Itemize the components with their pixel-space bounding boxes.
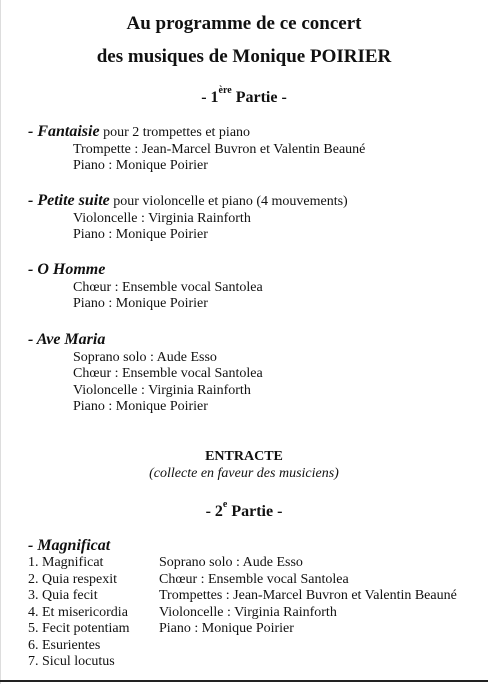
movement-item: 1. Magnificat — [28, 555, 104, 570]
piece-title: Fantaisie — [37, 123, 100, 140]
performer-line: Trompettes : Jean-Marcel Buvron et Valentin Beauné — [159, 588, 457, 603]
movement-item: 7. Sicul locutus — [28, 654, 115, 669]
piece-petite-suite — [28, 193, 478, 244]
intermission-note: (collecte en faveur des musiciens) — [149, 466, 339, 481]
piece-dash: - — [28, 537, 38, 554]
performer-line: Violoncelle : Virginia Rainforth — [73, 210, 251, 226]
movement-item: 4. Et misericordia — [28, 604, 128, 620]
part-one-heading — [0, 84, 488, 107]
piece-heading — [28, 332, 478, 350]
piece-description: pour violoncelle et piano (4 mouvements) — [109, 194, 348, 209]
movement-list — [28, 555, 129, 671]
performer-line: Soprano solo : Aude Esso — [159, 555, 303, 570]
magnificat-performer-list — [159, 555, 457, 638]
performer-line: Piano : Monique Poirier — [73, 227, 208, 242]
program-title: Au programme de ce concert — [126, 13, 362, 34]
piece-dash: - — [28, 261, 38, 278]
part-one-suffix: Partie - — [231, 89, 287, 106]
part-one-superscript: ère — [218, 84, 232, 96]
piece-dash: - — [28, 123, 38, 140]
performer-line: Chœur : Ensemble vocal Santolea — [73, 279, 263, 295]
piece-o-homme — [28, 262, 478, 313]
part-two-suffix: Partie - — [227, 503, 283, 520]
movement-item: 2. Quia respexit — [28, 571, 118, 587]
performer-line: Violoncelle : Virginia Rainforth — [159, 604, 337, 620]
performer-line: Piano : Monique Poirier — [73, 158, 208, 173]
part-two-superscript: e — [222, 498, 228, 510]
piece-heading — [28, 537, 483, 555]
performer-line: Chœur : Ensemble vocal Santolea — [159, 571, 349, 587]
movement-item: 6. Esurientes — [28, 637, 101, 653]
performer-line: Violoncelle : Virginia Rainforth — [73, 382, 251, 398]
bottom-divider — [0, 680, 488, 682]
performer-line: Piano : Monique Poirier — [73, 296, 208, 311]
piece-dash: - — [28, 192, 38, 209]
program-subtitle: des musiques de Monique POIRIER — [96, 46, 392, 67]
performer-line: Chœur : Ensemble vocal Santolea — [73, 366, 263, 381]
piece-fantaisie — [28, 124, 478, 175]
performer-line: Piano : Monique Poirier — [159, 621, 294, 636]
part-two-heading — [0, 498, 488, 521]
piece-ave-maria — [28, 332, 478, 416]
intermission-block — [0, 448, 488, 482]
movement-item: 5. Fecit potentiam — [28, 621, 130, 636]
piece-dash: - — [28, 331, 37, 348]
piece-magnificat — [28, 537, 483, 669]
movement-item: 3. Quia fecit — [28, 588, 98, 603]
part-two-prefix: - 2 — [205, 503, 223, 520]
intermission-title: ENTRACTE — [205, 449, 283, 464]
piece-heading — [28, 124, 478, 142]
piece-title: Ave Maria — [36, 331, 106, 348]
performer-line: Piano : Monique Poirier — [73, 399, 208, 414]
part-one-prefix: - 1 — [201, 89, 219, 106]
piece-heading — [28, 193, 478, 211]
piece-title: Magnificat — [37, 537, 111, 554]
performer-line: Soprano solo : Aude Esso — [73, 349, 217, 365]
piece-description: pour 2 trompettes et piano — [99, 125, 251, 140]
piece-title: Petite suite — [37, 192, 110, 209]
performer-line: Trompette : Jean-Marcel Buvron et Valentin Beauné — [73, 141, 366, 157]
piece-heading — [28, 262, 478, 280]
piece-title: O Homme — [37, 261, 106, 278]
